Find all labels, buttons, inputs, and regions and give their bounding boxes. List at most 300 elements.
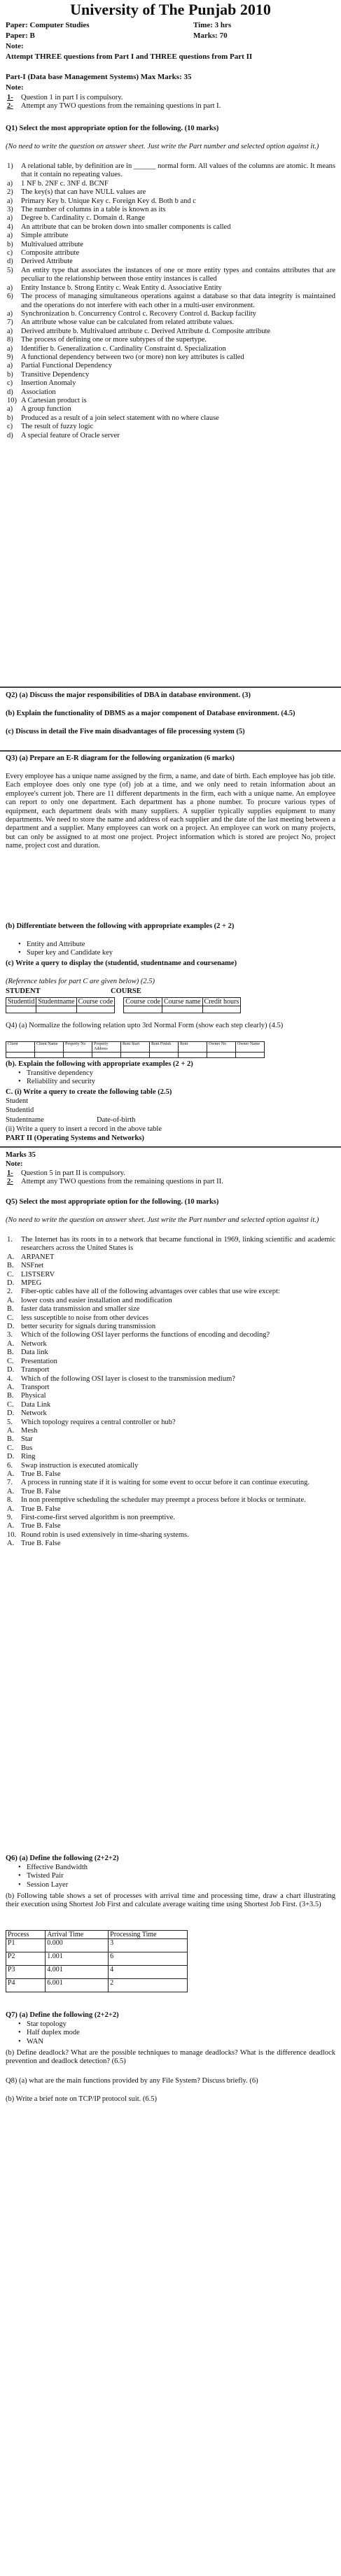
option-text: Association [21,388,56,396]
option-label: b) [7,414,13,422]
option-text: The number of columns in a table is known as its [21,206,166,214]
option-item [6,249,335,258]
table-cell [35,1053,64,1058]
option-item [6,1401,335,1409]
option-label: C. [7,1357,14,1365]
table-header-cell: Course code [124,998,162,1006]
option-item [6,1262,335,1270]
option-text: 1 NF b. 2NF c. 3NF d. BCNF [21,179,109,188]
option-item [6,206,335,214]
option-text: First-come-first served algorithm is non preemptive. [21,1514,175,1521]
option-label: a) [7,405,13,414]
list-item: • Half duplex mode [6,2029,335,2037]
option-label: A. [7,1470,15,1478]
q3-heading: Q3) (a) Prepare an E-R diagram for the following organization (6 marks) [6,754,235,762]
process-table [6,1930,188,1992]
general-note: Attempt THREE questions from Part I and THREE questions from Part II [6,52,253,61]
table-cell: P3 [6,1966,46,1979]
option-text: An attribute whose value can be calculated from related attribute values. [21,318,235,327]
table-row [6,1966,188,1979]
option-item [6,362,335,370]
q4-part-b: (b). Explain the following with appropriate examples (2 + 2) [6,1060,193,1068]
option-item [6,1323,335,1331]
option-item [6,1375,335,1384]
student-table-label: STUDENT [6,987,41,995]
option-item [6,1522,335,1530]
option-label: d) [7,431,13,439]
paper-code: Paper: B [6,31,35,40]
note-text: Question 5 in part II is compulsory. [21,1169,125,1177]
part1-heading: Part-I (Data base Management Systems) Max Marks: 35 [6,73,192,81]
option-label: 9) [7,353,13,361]
option-item [6,197,335,206]
table-header-cell: Owner No [207,1042,236,1053]
table-header-cell: Course code [76,998,115,1006]
table-cell: P2 [6,1952,46,1966]
option-label: A. [7,1253,15,1261]
option-item [6,1435,335,1444]
option-text: Derived Attribute [21,258,73,266]
part1-note-label: Note: [6,83,24,92]
table-row [6,1939,188,1952]
list-item: • WAN [6,2038,335,2046]
q5-instruction: (No need to write the question on answer sheet. Just write the Part number and selected option against it.) [6,1216,319,1224]
option-item [6,1305,335,1314]
table-header-cell: Owner Name [236,1042,265,1053]
option-text: Degree b. Cardinality c. Domain d. Range [21,214,145,223]
option-text: Which of the following OSI layer is closest to the transmission medium? [21,1374,235,1383]
q3-reference-note: (Reference tables for part C are given below) (2.5) [6,978,155,985]
list-item: • Star topology [6,2020,335,2029]
note-text: Attempt any TWO questions from the remaining questions in part II. [21,1178,223,1186]
option-label: 4. [7,1374,13,1383]
option-item [6,162,335,180]
list-item: • Twisted Pair [6,1872,335,1880]
option-label: C. [7,1314,14,1322]
q1-options [6,162,335,684]
q4-table-columns [6,1106,335,1115]
table-header-cell: Property Address [92,1042,121,1053]
option-item [6,388,335,397]
option-text: Data link [21,1349,48,1357]
q4-b-items [6,1069,335,1088]
part2-note-label: Note: [6,1160,23,1168]
option-text: Swap instruction is executed atomically [21,1461,139,1470]
option-item [6,353,335,362]
table-header-cell: Property No [64,1042,92,1053]
option-label: 5. [7,1418,13,1426]
option-text: A functional dependency between two (or more) non key attributes is called [21,353,244,361]
option-item [6,1540,335,1548]
table-header-cell: Process [6,1931,46,1939]
time-allowed: Time: 3 hrs [193,21,232,29]
option-item [6,1427,335,1435]
option-text: A relational table, by definition are in ______ normal form. All values of the columns are atomic. It means that it contain no repeating values. [21,162,335,179]
option-item [6,1488,335,1496]
note-text: Attempt any TWO questions from the remaining questions in part I. [21,102,221,111]
list-item: • Effective Bandwidth [6,1864,335,1872]
table-cell: 6 [109,1952,188,1966]
table-cell: 1.001 [46,1952,109,1966]
header-row-2 [6,31,335,41]
option-item [6,423,335,431]
table-cell: 3 [109,1939,188,1952]
option-label: 8) [7,336,13,344]
q7-heading: Q7) (a) Define the following (2+2+2) [6,2011,119,2019]
option-item [6,232,335,240]
table-cell [162,1006,203,1013]
option-item [6,1384,335,1392]
option-label: C. [7,1400,14,1409]
option-text: In non preemptive scheduling the scheduler may preempt a process before it blocks or terminate. [21,1496,306,1505]
option-label: a) [7,214,13,223]
option-item [6,1279,335,1288]
option-label: a) [7,362,13,370]
option-item [6,1453,335,1461]
option-label: A. [7,1487,15,1495]
option-text: True B. False [21,1505,61,1513]
option-item [6,345,335,353]
option-label: a) [7,232,13,240]
option-text: Physical [21,1392,46,1400]
option-text: Ring [21,1453,36,1461]
header-row-1 [6,21,335,31]
option-text: An attribute that can be broken down into smaller components is called [21,223,231,231]
table-cell: 0.000 [46,1939,109,1952]
option-label: c) [7,423,13,431]
option-label: D. [7,1366,15,1374]
option-label: B. [7,1392,14,1400]
option-text: Which topology requires a central controller or hub? [21,1418,176,1426]
option-label: D. [7,1323,15,1331]
option-label: C. [7,1444,14,1452]
option-item [6,310,335,318]
table-header-cell: Client [6,1042,35,1053]
option-item [6,1253,335,1262]
table-header-cell: Rent Finish [150,1042,179,1053]
option-label: a) [7,197,13,205]
table-cell [36,1006,76,1013]
option-text: A special feature of Oracle server [21,431,120,439]
option-label: 4) [7,223,13,231]
q4-heading: Q4) (a) Normalize the following relation upto 3rd Normal Form (show each step clearly) (4.5) [6,1022,284,1029]
option-label: a) [7,309,13,318]
option-label: A. [7,1505,15,1513]
option-text: Insertion Anomaly [21,379,76,388]
q4-columns-row2 [6,1116,335,1125]
q5-options [6,1236,335,1852]
option-item [6,188,335,197]
option-item [6,241,335,249]
table-cell: 6.001 [46,1979,109,1992]
option-label: A. [7,1296,15,1304]
option-text: Star [21,1435,33,1444]
option-text: Transport [21,1366,50,1374]
option-text: Which of the following OSI layer performs the functions of encoding and decoding? [21,1331,270,1339]
table-cell [124,1006,162,1013]
option-item [6,267,335,284]
option-item [6,328,335,336]
option-item [6,1462,335,1470]
option-text: Fiber-optic cables have all of the following advantages over cables that use wire except: [21,1288,280,1296]
q1-heading: Q1) Select the most appropriate option for the following. (10 marks) [6,125,219,132]
table-cell [6,1006,36,1013]
option-text: True B. False [21,1470,61,1478]
table-cell [64,1053,92,1058]
option-text: Network [21,1409,47,1418]
q8-part-b: (b) Write a brief note on TCP/IP protocol suit. (6.5) [6,2095,158,2103]
option-label: 5) [7,266,13,274]
option-text: NSFnet [21,1262,44,1270]
table-header-cell: Course name [162,998,203,1006]
part2-notes [6,1169,335,1197]
option-item [6,180,335,188]
q7-part-b: (b) Define deadlock? What are the possible techniques to manage deadlocks? What is the difference deadlock prevention and deadlock detection? (6.5) [6,2049,335,2066]
table-cell: 4.001 [46,1966,109,1979]
option-text: True B. False [21,1487,61,1495]
column-name: Studentid [6,1106,34,1114]
option-text: less susceptible to noise from other devices [21,1314,148,1322]
table-cell [76,1006,115,1013]
option-item [6,318,335,327]
column-name: Date-of-birth [97,1116,136,1124]
option-item [6,1505,335,1514]
q2-heading: Q2) (a) Discuss the major responsibilities of DBA in database environment. (3) [6,691,251,699]
option-text: Produced as a result of a join select statement with no where clause [21,414,219,422]
q6-process-table-wrap [6,1930,335,2008]
option-label: D. [7,1453,15,1461]
option-label: d) [7,388,13,396]
option-label: 7) [7,318,13,327]
option-label: d) [7,258,13,266]
option-label: 1. [7,1236,13,1244]
option-text: Simple attribute [21,232,69,240]
list-item: • Super key and Candidate key [6,949,335,957]
divider [0,1146,341,1148]
option-text: Round robin is used extensively in time-sharing systems. [21,1530,189,1539]
total-marks: Marks: 70 [193,31,228,40]
option-text: A process in running state if it is waiting for some event to occur before it can continue executing. [21,1479,310,1487]
q3-table-labels [6,987,335,997]
note-number: 1- [7,1169,13,1177]
part1-notes [6,94,335,122]
option-item [6,223,335,232]
column-name: Studentname [6,1116,44,1124]
list-item: • Entity and Attribute [6,941,335,949]
table-cell [92,1053,121,1058]
option-label: D. [7,1279,15,1288]
option-item [6,293,335,310]
option-item [6,405,335,414]
q8-part-a: Q8) (a) what are the main functions provided by any File System? Discuss briefly. (6) [6,2077,258,2085]
q3-part-c: (c) Write a query to display the (studentid, studentname and coursename) [6,959,237,967]
option-item [6,1349,335,1357]
option-item [6,1479,335,1487]
option-label: c) [7,249,13,258]
option-item [6,258,335,266]
option-item [6,1470,335,1479]
list-item: • Reliability and security [6,1078,335,1086]
option-label: a) [7,283,13,292]
option-label: c) [7,379,13,388]
table-cell: P1 [6,1939,46,1952]
table-cell [150,1053,179,1058]
list-item: • Transitive dependency [6,1069,335,1078]
q4-table-name: Student [6,1097,29,1105]
option-label: 1) [7,162,13,170]
option-text: True B. False [21,1540,61,1548]
option-item [6,1271,335,1279]
table-header-cell: Studentname [36,998,76,1006]
table-cell [236,1053,265,1058]
option-text: LISTSERV [21,1270,55,1279]
option-text: A Cartesian product is [21,396,87,404]
option-text: Transitive Dependency [21,370,90,379]
table-header-cell: Studentid [6,998,36,1006]
option-text: better security for signals during transmission [21,1323,156,1331]
university-title: University of The Punjab 2010 [70,1,271,18]
option-text: The key(s) that can have NULL values are [21,188,146,197]
option-text: ARPANET [21,1253,55,1261]
table-cell [121,1053,150,1058]
option-text: Multivalued attribute [21,240,83,248]
table-header-cell: Arrival Time [46,1931,109,1939]
q2-part-c: (c) Discuss in detail the Five main disadvantages of file processing system (5) [6,728,245,736]
q6-a-items [6,1864,335,1892]
table-cell: 2 [109,1979,188,1992]
list-item: • Session Layer [6,1881,335,1889]
paper-name: Paper: Computer Studies [6,21,90,29]
part2-marks: Marks 35 [6,1151,36,1159]
table-header-cell: Processing Time [109,1931,188,1939]
q4-relation-table [6,1041,335,1058]
option-text: Primary Key b. Unique Key c. Foreign Key d. Both b and c [21,197,196,205]
option-label: 2) [7,188,13,197]
option-item [6,379,335,388]
q3-part-b: (b) Differentiate between the following with appropriate examples (2 + 2) [6,922,235,930]
option-label: A. [7,1383,15,1391]
option-label: 7. [7,1479,13,1487]
note-number: 1- [7,94,13,101]
divider [0,750,341,752]
option-item [6,1514,335,1522]
option-label: 10. [7,1530,17,1539]
option-label: C. [7,1270,14,1279]
option-label: 3) [7,206,13,214]
option-label: a) [7,179,13,188]
option-label: 6. [7,1461,13,1470]
option-label: B. [7,1435,14,1444]
option-label: 2. [7,1288,13,1296]
part2-heading: PART II (Operating Systems and Networks) [6,1134,144,1142]
option-item [6,1297,335,1305]
option-label: A. [7,1540,15,1548]
option-text: Identifier b. Generalization c. Cardinality Constraint d. Specialization [21,344,226,353]
q1-instruction: (No need to write the question on answer sheet. Just write the Part number and selected option against it.) [6,143,319,150]
q5-heading: Q5) Select the most appropriate option for the following. (10 marks) [6,1198,219,1206]
option-label: B. [7,1262,14,1270]
option-label: A. [7,1339,15,1348]
q6-part-b: (b) Following table shows a set of processes with arrival time and processing time, draw a chart illustrating their execution using Shortest Job First and calculate average waiting time using Shortest Job First. (3+3.5) [6,1892,335,1909]
option-label: 3. [7,1331,13,1339]
option-text: faster data transmission and smaller size [21,1305,140,1314]
option-label: A. [7,1426,15,1435]
option-item [6,397,335,405]
option-text: lower costs and easier installation and modification [21,1296,172,1304]
option-label: 10) [7,396,17,404]
option-item [6,1531,335,1540]
table-header-cell: Rent Start [121,1042,150,1053]
table-cell: 4 [109,1966,188,1979]
option-item [6,1444,335,1453]
option-text: Synchronization b. Concurrency Control c. Recovery Control d. Backup facility [21,309,256,318]
course-table-label: COURSE [111,987,141,995]
option-item [6,1331,335,1339]
table-cell [207,1053,236,1058]
table-cell [179,1053,207,1058]
option-text: The result of fuzzy logic [21,423,94,431]
option-item [6,1409,335,1418]
option-text: An entity type that associates the instances of one or more entity types and contains attributes that are peculiar to the relationship between those entity instances is called [21,266,335,283]
option-item [6,371,335,379]
option-text: Bus [21,1444,33,1452]
table-row [6,1979,188,1992]
table-header-cell: Credit hours [202,998,241,1006]
option-item [6,1366,335,1374]
option-text: Partial Functional Dependency [21,362,113,370]
option-text: The process of managing simultaneous operations against a database so that data integrity is maintained and the operations do not interfere with each other in a multi-user environment. [21,293,335,309]
option-item [6,1236,335,1253]
option-text: A group function [21,405,71,414]
note-label: Note: [6,42,24,50]
option-label: D. [7,1409,15,1418]
option-label: 8. [7,1496,13,1505]
q4-part-c: C. (i) Write a query to create the following table (2.5) [6,1088,172,1096]
relation-table [6,1041,265,1058]
note-number: 2- [7,102,13,111]
option-text: MPEG [21,1279,42,1288]
reference-table [6,997,241,1013]
option-text: Entity Instance b. Strong Entity c. Weak Entity d. Associative Entity [21,283,222,292]
table-cell: P4 [6,1979,46,1992]
option-item [6,414,335,423]
option-item [6,1392,335,1400]
option-label: b) [7,370,13,379]
option-label: a) [7,344,13,353]
q3-b-items [6,941,335,959]
option-item [6,214,335,223]
option-item [6,1496,335,1505]
q6-heading: Q6) (a) Define the following (2+2+2) [6,1854,119,1862]
option-item [6,1340,335,1349]
option-text: Derived attribute b. Multivalued attribute c. Derived Attribute d. Composite attribute [21,327,271,335]
option-item [6,1358,335,1366]
option-label: B. [7,1305,14,1314]
option-text: Network [21,1339,47,1348]
option-item [6,432,335,440]
option-text: Mesh [21,1426,38,1435]
option-item [6,1314,335,1323]
table-cell [115,1006,124,1013]
table-header-cell: Rent [179,1042,207,1053]
q2-part-b: (b) Explain the functionality of DBMS as a major component of Database environment. (4.5) [6,710,295,717]
note-number: 2- [7,1178,13,1186]
table-cell [6,1053,35,1058]
option-text: The process of defining one or more subtypes of the supertype. [21,336,207,344]
option-text: Composite attribute [21,249,80,258]
table-row [6,1952,188,1966]
option-label: a) [7,327,13,335]
